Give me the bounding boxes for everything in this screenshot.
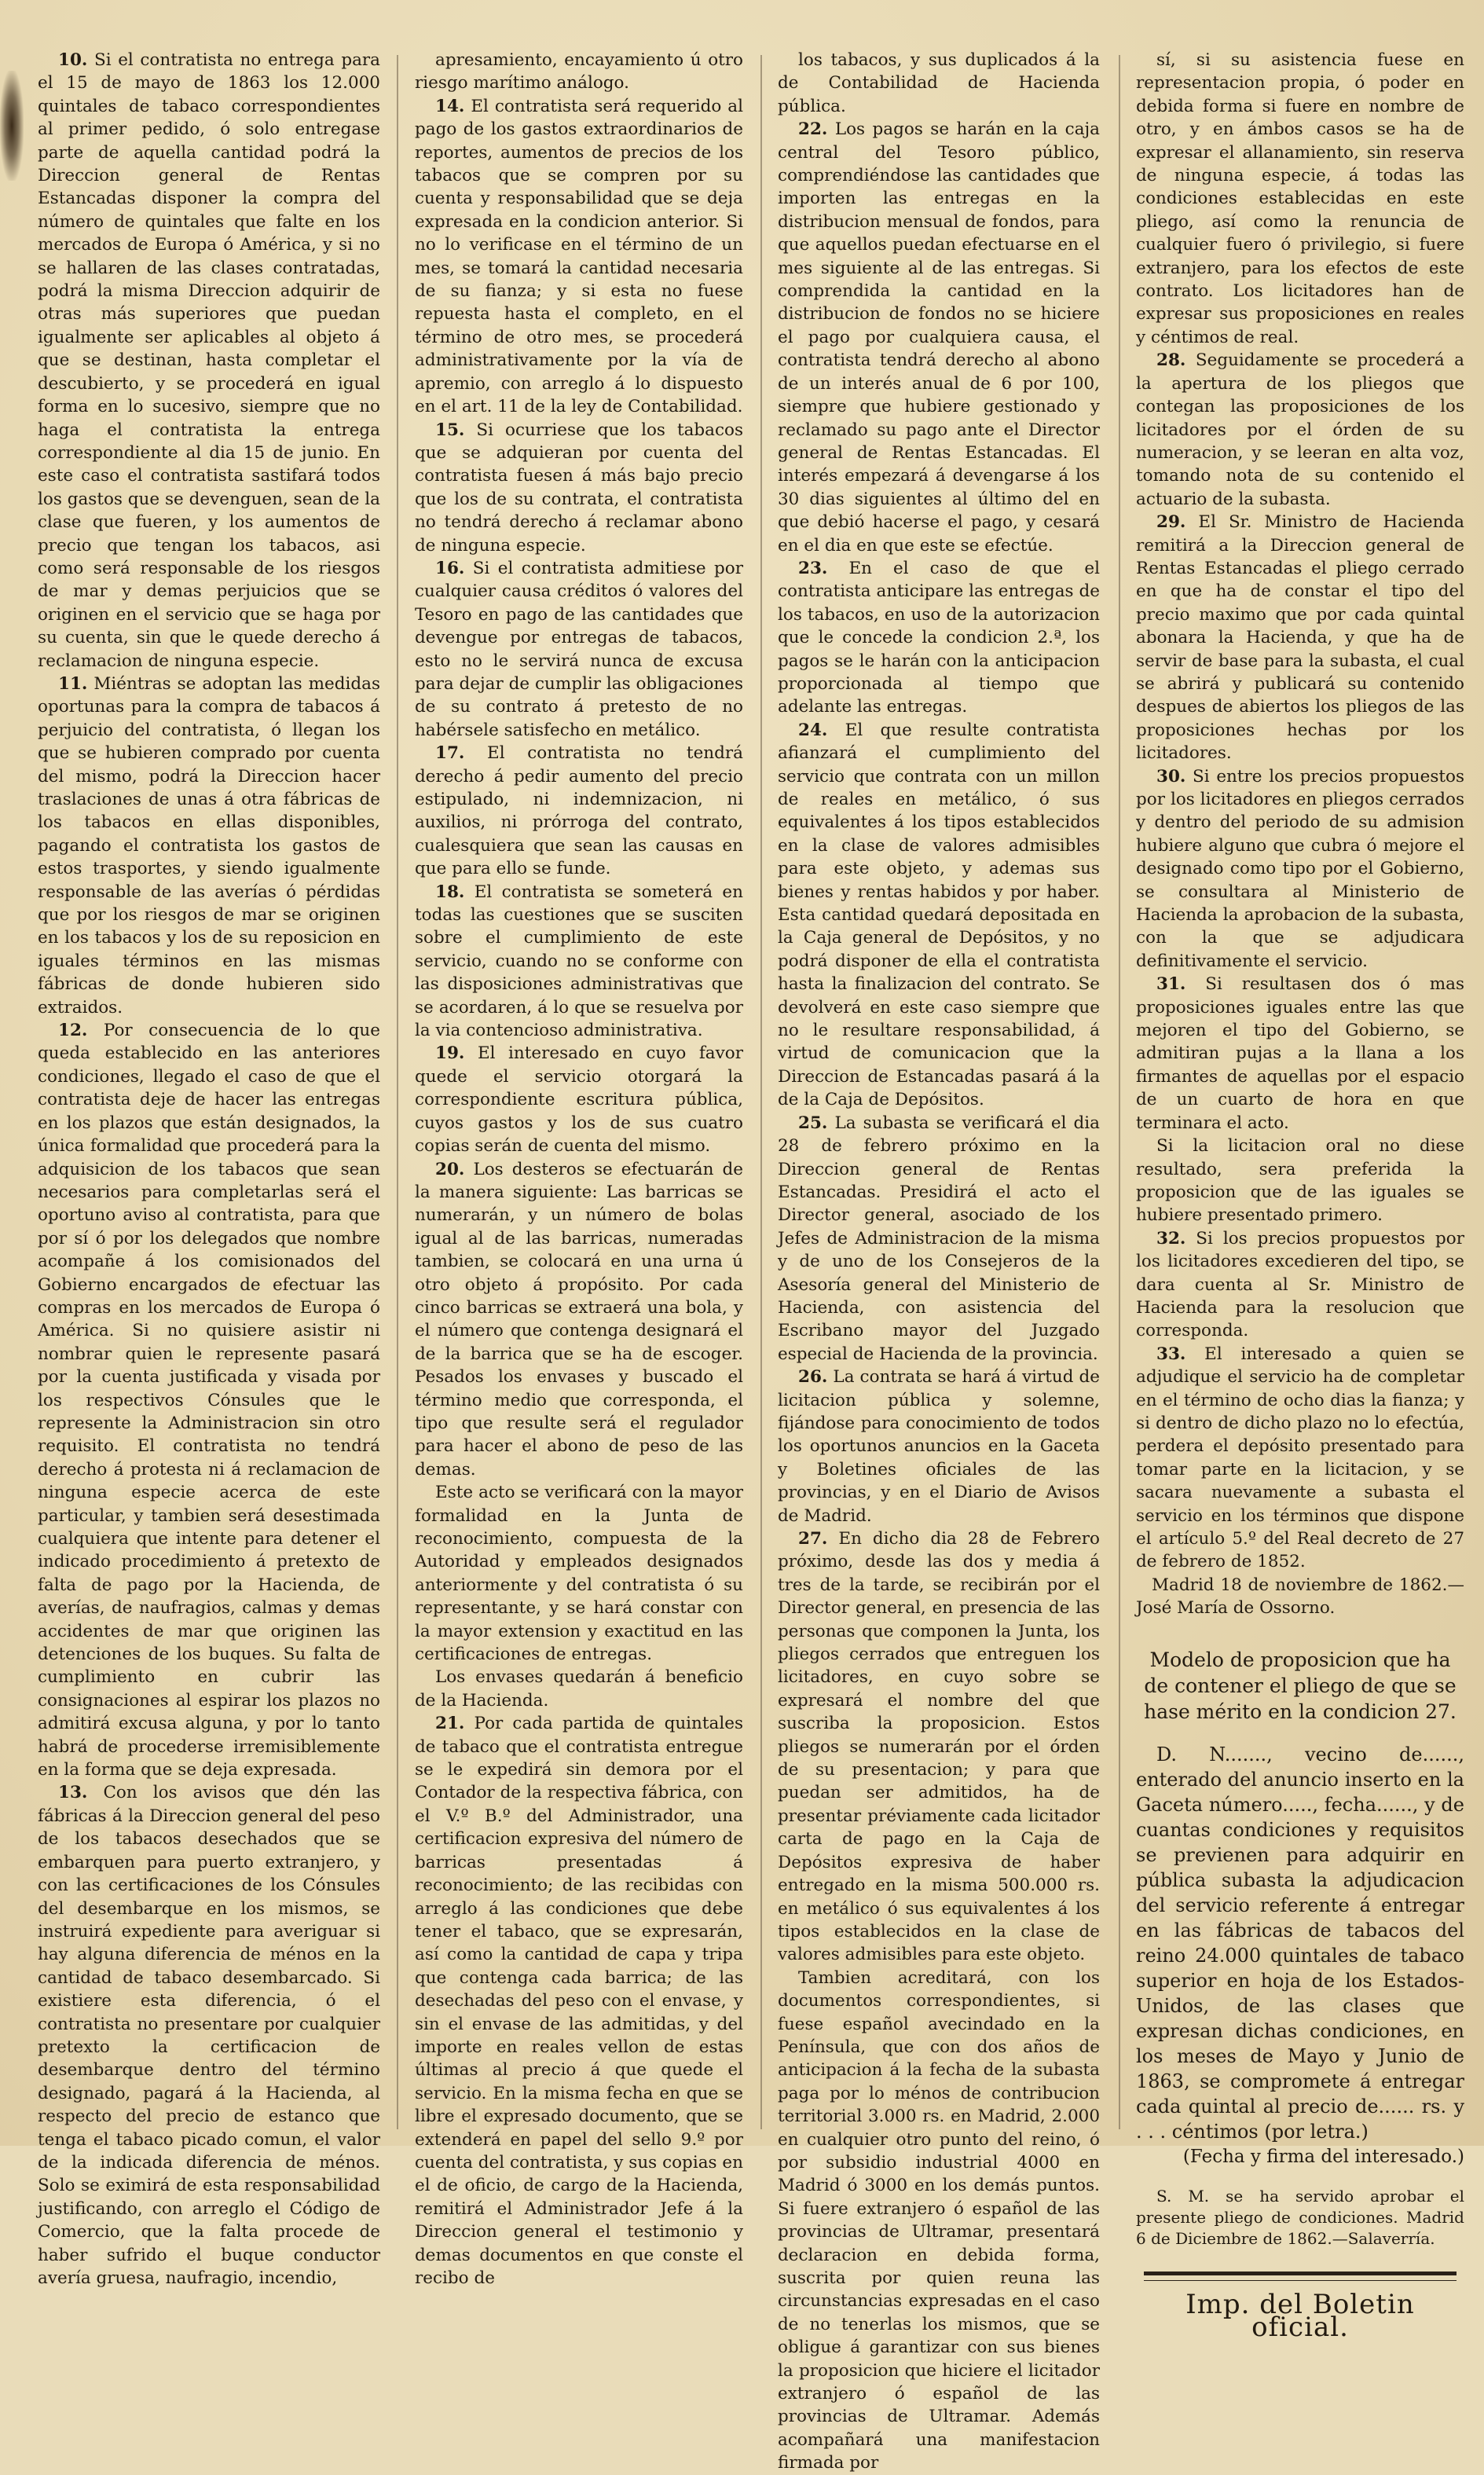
clause-paragraph	[778, 49, 1100, 118]
clause-text: Si el contratista no entrega para el 15 de mayo de 1863 los 12.000 quintales de tabaco correspondientes al primer pedido, ó solo entregase parte de aquella cantidad podrá la Direccion general de Rentas Estancadas disponer la compra del número de quintales que falte en los mercados de Europa ó América, y si no se hallaren de las clases contratadas, podrá la misma Direccion adquirir de otras más superiores que puedan igualmente ser aplicables al objeto á que se destinan, hasta completar el descubierto, y se procederá en igual forma en lo sucesivo, siempre que no haga el contratista la entrega correspondiente al dia 15 de junio. En este caso el contratista sastifará todos los gastos que se devenguen, sean de la clase que fueren, y los aumentos de precio que tengan los tabacos, asi como será responsable de los riesgos de mar y demas perjuicios que se originen en el servicio que se haga por su cuenta, sin que le quede derecho á reclamacion de ninguna especie.	[38, 50, 380, 671]
clause-paragraph	[38, 1781, 380, 2290]
clause-paragraph	[38, 49, 380, 673]
column-1	[38, 49, 380, 2288]
clause-number: 26.	[798, 1367, 828, 1388]
column-3	[778, 49, 1100, 2473]
clause-number: 19.	[435, 1043, 465, 1064]
clause-paragraph	[1136, 1343, 1464, 1574]
clause-paragraph	[1136, 511, 1464, 764]
clause-paragraph	[415, 742, 743, 880]
clause-paragraph	[415, 1158, 743, 1482]
column-2	[415, 49, 743, 2288]
clause-paragraph	[1136, 49, 1464, 349]
clause-paragraph	[415, 95, 743, 419]
clause-number: 21.	[435, 1714, 465, 1734]
clause-text: El interesado a quien se adjudique el servicio ha de completar en el término de ocho dias la fianza; y si dentro de dicho plazo no lo efectúa, perdera el depósito presentado para tomar parte en la licitacion, y se sacara nuevamente a subasta el servicio en los términos que dispone el artículo 5.º del Real decreto de 27 de febrero de 1852.	[1136, 1344, 1464, 1572]
column-rule	[760, 55, 762, 2129]
column-rule	[1119, 55, 1120, 2129]
clause-text: El contratista se someterá en todas las cuestiones que se susciten sobre el cumplimiento de este servicio, cuando no se conforme con las disposiciones administrativas que se acordaren, á lo que se resuelva por la via contencioso administrativa.	[415, 882, 743, 1041]
clause-paragraph	[1136, 349, 1464, 511]
clause-paragraph	[38, 1019, 380, 1781]
clause-text: Los pagos se harán en la caja central del Tesoro público, comprendiéndose las cantidades que importen las entregas en la distribucion mensual de fondos, para que aquellos puedan efectuarse en el mes siguiente al de las entregas. Si comprendida la cantidad en la distribucion de fondos no se hiciere el pago por cualquiera causa, el contratista tendrá derecho al abono de un interés anual de 6 por 100, siempre que hubiere gestionado y reclamado su pago ante el Director general de Rentas Estancadas. El interés empezará á devengarse á los 30 dias siguientes al último del en que debió hacerse el pago, y cesará en el dia en que este se efectúe.	[778, 119, 1100, 556]
model-body: D. N......., vecino de......, enterado del anuncio inserto en la Gaceta número....., fecha......, y de cuantas condiciones y requisitos se previenen para adquirir en pública subasta la adjudicacion del servicio referente á entregar en las fábricas de tabacos del reino 24.000 quintales de tabaco superior en hoja de los Estados-Unidos, de las clases que expresan dichas condiciones, en los meses de Mayo y Junio de 1863, se compromete á entregar cada quintal al precio de...... rs. y . . . céntimos (por letra.)	[1136, 1743, 1464, 2143]
clause-number: 12.	[58, 1021, 88, 1041]
clause-paragraph	[778, 118, 1100, 557]
clause-text: Si el contratista admitiese por cualquier causa créditos ó valores del Tesoro en pago de las cantidades que devengue por entregas de tabacos, esto no le servirá nunca de excusa para dejar de cumplir las obligaciones de su contrato á pretesto de no habérsele satisfecho en metálico.	[415, 558, 743, 740]
clause-paragraph	[1136, 1227, 1464, 1343]
model-title: Modelo de proposicion que ha de contener el pliego de que se hase mérito en la condicion 27.	[1144, 1648, 1457, 1723]
clause-text: Con los avisos que dén las fábricas á la Direccion general del peso de los tabacos desechados que se embarquen para puerto extranjero, y con las certificaciones de los Cónsules del desembarque en los mismos, se instruirá expediente para averiguar si hay alguna diferencia de ménos en la cantidad de tabaco desembarcado. Si existiere esta diferencia, ó el contratista no presentare por cualquier pretexto la certificacion de desembarque dentro del término designado, pagará á la Hacienda, al respecto del precio de estanco que tenga el tabaco picado comun, el valor de la indicada diferencia de ménos. Solo se eximirá de esta responsabilidad justificando, con arreglo el Código de Comercio, que la falta procede de haber sufrido el buque conductor avería gruesa, naufragio, incendio,	[38, 1783, 380, 2288]
clause-paragraph	[415, 49, 743, 95]
clause-text: Si los precios propuestos por los licitadores excedieren del tipo, se dara cuenta al Sr. Ministro de Hacienda para la resolucion que corresponda.	[1136, 1228, 1464, 1341]
clause-paragraph	[415, 557, 743, 742]
clause-number: 10.	[58, 50, 88, 70]
clause-text: En el caso de que el contratista anticipare las entregas de los tabacos, en uso de la autorizacion que le concede la condicion 2.ª, los pagos se le harán con la anticipacion proporcionada al tiempo que adelante las entregas.	[778, 558, 1100, 717]
clause-text: Si ocurriese que los tabacos que se adquieran por cuenta del contratista fuesen á más bajo precio que los de su contrata, el contratista no tendrá derecho á reclamar abono de ninguna especie.	[415, 420, 743, 556]
clause-paragraph	[415, 1712, 743, 2290]
clause-paragraph	[415, 1042, 743, 1157]
clause-text: Seguidamente se procederá a la apertura de los pliegos que contegan las proposiciones de los licitadores por el órden de su numeracion, y se leeran en alta voz, tomando nota de su contenido el actuario de la subasta.	[1136, 350, 1464, 509]
clause-number: 18.	[435, 882, 465, 902]
clause-text: El Sr. Ministro de Hacienda remitirá a la Direccion general de Rentas Estancadas el pliego cerrado en que ha de constar el tipo del precio maximo que por cada quintal abonara la Hacienda, y que ha de servir de base para la subasta, el cual se abrirá y publicará su contenido despues de abiertos los pliegos de las proposiciones hechas por los licitadores.	[1136, 512, 1464, 764]
clause-number: 31.	[1156, 974, 1186, 995]
clause-text: Por cada partida de quintales de tabaco que el contratista entregue se le expedirá sin demora por el Contador de la respectiva fábrica, con el V.º B.º del Administrador, una certificacion expresiva del número de barricas presentadas á reconocimiento; de las recibidas con arreglo á las condiciones que debe tener el tabaco, que se expresarán, así como la cantidad de capa y tripa que contenga cada barrica; de las desechadas del peso con el envase, y sin el envase de las admitidas, y del importe en reales vellon de estas últimas al precio á que quede el servicio. En la misma fecha en que se libre el expresado documento, que se extenderá en papel del sello 9.º por cuenta del contratista, y sus copias en el de oficio, de cargo de la Hacienda, remitirá el Administrador Jefe á la Direccion general el testimonio y demas documentos en que conste el recibo de	[415, 1714, 743, 2288]
model-footer: (Fecha y firma del interesado.)	[1182, 2146, 1464, 2167]
clause-paragraph	[1136, 765, 1464, 974]
clause-text: El interesado en cuyo favor quede el servicio otorgará la correspondiente escritura pública, cuyos gastos y los de sus cuatro copias serán de cuenta del mismo.	[415, 1043, 743, 1157]
clause-text: sí, si su asistencia fuese en representacion propia, ó poder en debida forma si fuere en nombre de otro, y en ámbos casos se ha de expresar el allanamiento, sin reserva de ninguna especie, á todas las condiciones establecidas en este pliego, así como la renuncia de cualquier fuero ó privilegio, si fuere extranjero, para los efectos de este contrato. Los licitadores han de expresar sus proposiciones en reales y céntimos de real.	[1136, 50, 1464, 347]
clause-text: Este acto se verificará con la mayor formalidad en la Junta de reconocimiento, compuesta de la Autoridad y empleados designados anteriormente y del contratista ó su representante, y se hará constar con la mayor extension y exactitud en las certificaciones de entregas.	[415, 1483, 743, 1665]
clause-text: Por consecuencia de lo que queda establecido en las anteriores condiciones, llegado el caso de que el contratista deje de hacer las entregas en los plazos que están designados, la única formalidad que procederá para la adquisicion de los tabacos que sean necesarios para completarlas será el oportuno aviso al contratista, para que por sí ó por los delegados que nombre acompañe á los comisionados del Gobierno encargados de efectuar las compras en los mercados de Europa ó América. Si no quisiere asistir ni nombrar quien le represente pasará por la cuenta justificada y visada por los respectivos Cónsules que le represente la Administracion sin otro requisito. El contratista no tendrá derecho á protesta ni á reclamacion de ninguna especie acerca de este particular, y tambien será desestimada cualquiera que intente para detener el indicado procedimiento á pretexto de falta de pago por la Hacienda, de averías, de naufragios, calmas y demas accidentes de mar que originen las detenciones de los buques. Su falta de cumplimiento en cubrir las consignaciones al espirar los plazos no admitirá excusa alguna, y por lo tanto habrá de procederse irremisiblemente en la forma que se deja expresada.	[38, 1021, 380, 1780]
clause-paragraph	[415, 1666, 743, 1712]
clause-number: 16.	[435, 558, 465, 578]
clause-text: Si entre los precios propuestos por los licitadores en pliegos cerrados y dentro del periodo de su admision hubiere alguno que cubra ó mejore el designado como tipo por el Gobierno, se consultara al Ministerio de Hacienda la aprobacion de la subasta, con la que se adjudicara definitivamente el servicio.	[1136, 766, 1464, 971]
clause-text: apresamiento, encayamiento ú otro riesgo marítimo análogo.	[415, 50, 743, 94]
signature: Madrid 18 de noviembre de 1862.—José María de Ossorno.	[1136, 1575, 1464, 1619]
clause-text: El contratista no tendrá derecho á pedir aumento del precio estipulado, ni indemnizacion, ni auxilios, ni prórroga del contrato, cualesquiera que sean las causas en que para ello se funde.	[415, 743, 743, 879]
clause-number: 22.	[798, 119, 828, 140]
clause-paragraph	[778, 1366, 1100, 1527]
clause-number: 14.	[435, 96, 465, 116]
clause-number: 30.	[1156, 766, 1186, 786]
clause-number: 29.	[1156, 512, 1186, 533]
clause-text: Si la licitacion oral no diese resultado, sera preferida la proposicion que de las iguales se hubiere presentado primero.	[1136, 1136, 1464, 1226]
clause-paragraph	[38, 673, 380, 1019]
clause-number: 23.	[798, 558, 828, 578]
clause-text: Los desteros se efectuarán de la manera siguiente: Las barricas se numerarán, y un número de bolas igual al de las barricas, numeradas tambien, se colocará en una urna ú otro objeto á propósito. Por cada cinco barricas se extraerá una bola, y el número que contenga designará el de la barrica que se ha de escoger. Pesados los envases y buscado el término medio que corresponda, el tipo que resulte será el regulador para hacer el abono de peso de las demas.	[415, 1159, 743, 1480]
divider	[1144, 2280, 1457, 2281]
clause-text: En dicho dia 28 de Febrero próximo, desde las dos y media á tres de la tarde, se recibirán por el Director general, en presencia de las personas que componen la Junta, los pliegos cerrados que entreguen los licitadores, en cuyo sobre se expresará el nombre del que suscriba la proposicion. Estos pliegos se numerarán por el órden de su presentacion; y para que puedan ser admitidos, ha de presentar préviamente cada licitador carta de pago en la Caja de Depósitos expresiva de haber entregado en la misma 500.000 rs. en metálico ó sus equivalentes á los tipos establecidos en la clase de valores admisibles para este objeto.	[778, 1529, 1100, 1965]
column-rule	[397, 55, 398, 2129]
clause-number: 15.	[435, 420, 465, 440]
divider	[1144, 2272, 1457, 2275]
clause-paragraph	[1136, 973, 1464, 1135]
clause-number: 17.	[435, 743, 465, 764]
clause-number: 20.	[435, 1159, 465, 1179]
clause-paragraph	[778, 1527, 1100, 1967]
clause-paragraph	[778, 557, 1100, 719]
clause-number: 32.	[1156, 1228, 1186, 1248]
clause-paragraph	[778, 1967, 1100, 2475]
clause-paragraph	[1136, 1135, 1464, 1227]
clause-number: 24.	[798, 720, 828, 740]
clause-number: 13.	[58, 1783, 88, 1803]
column-4	[1136, 49, 1464, 2344]
clause-text: La contrata se hará á virtud de licitacion pública y solemne, fijándose para conocimiento de todos los oportunos anuncios en la Gaceta y Boletines oficiales de las provincias, y en el Diario de Avisos de Madrid.	[778, 1367, 1100, 1526]
clause-text: Tambien acreditará, con los documentos correspondientes, si fuese español avecindado en la Península, que con dos años de anticipacion á la fecha de la subasta paga por lo ménos de contribucion territorial 3.000 rs. en Madrid, 2.000 en cualquier otro punto del reino, ó por subsidio industrial 4000 en Madrid ó 3000 en los demás puntos. Si fuere extranjero ó español de las provincias de Ultramar, presentará declaracion en debida forma, suscrita por quien reuna las circunstancias expresadas en el caso de no tenerlas los mismos, que se obligue á garantizar con sus bienes la proposicion que hiciere el licitador extranjero ó español de las provincias de Ultramar. Además acompañará una manifestacion firmada por	[778, 1967, 1100, 2473]
clause-number: 27.	[798, 1529, 828, 1549]
clause-text: los tabacos, y sus duplicados á la de Contabilidad de Hacienda pública.	[778, 50, 1100, 116]
clause-number: 33.	[1156, 1344, 1186, 1364]
approval-note: S. M. se ha servido aprobar el presente pliego de condiciones. Madrid 6 de Diciembre de 1862.—Salaverría.	[1136, 2187, 1464, 2249]
clause-text: Los envases quedarán á beneficio de la Hacienda.	[415, 1667, 743, 1710]
column-4-clauses	[1136, 49, 1464, 1574]
clause-number: 11.	[58, 673, 88, 694]
clause-paragraph	[778, 1112, 1100, 1366]
clause-paragraph	[778, 719, 1100, 1112]
clause-paragraph	[415, 419, 743, 557]
clause-text: El que resulte contratista afianzará el cumplimiento del servicio que contrata con un millon de reales en metálico, ó sus equivalentes á los tipos establecidos en la clase de valores admisibles para este objeto, y ademas sus bienes y rentas habidos y por haber. Esta cantidad quedará depositada en la Caja general de Depósitos, y no podrá disponer de ella el contratista hasta la finalizacion del contrato. Se devolverá en este caso siempre que no le resultare responsabilidad, á virtud de comunicacion que la Direccion de Estancadas pasará á la de la Caja de Depósitos.	[778, 720, 1100, 1110]
imprint: Imp. del Boletin oficial.	[1185, 2289, 1415, 2344]
clause-text: La subasta se verificará el dia 28 de febrero próximo en la Direccion general de Rentas Estancadas. Presidirá el acto el Director general, asociado de los Jefes de Administracion de la misma y de uno de los Consejeros de la Asesoría general del Ministerio de Hacienda, con asistencia del Escribano mayor del Juzgado especial de Hacienda de la provincia.	[778, 1113, 1100, 1364]
clause-number: 28.	[1156, 350, 1186, 371]
clause-paragraph	[415, 881, 743, 1043]
clause-text: Miéntras se adoptan las medidas oportunas para la compra de tabacos á perjuicio del contratista, ó llegan los que se hubieren comprado por cuenta del mismo, podrá la Direccion hacer traslaciones de unas á otra fábricas de los tabacos en ellas disponibles, pagando el contratista los gastos de estos trasportes, y siendo igualmente responsable de las averías ó pérdidas que por los riesgos de mar se originen en los tabacos y los de su reposicion en iguales términos en las mismas fábricas de donde hubieren sido extraidos.	[38, 673, 380, 1018]
clause-paragraph	[415, 1481, 743, 1666]
clause-text: Si resultasen dos ó mas proposiciones iguales entre las que mejoren el tipo del Gobierno, se admitiran pujas a la llana a los firmantes de aquellas por el espacio de un cuarto de hora en que terminara el acto.	[1136, 974, 1464, 1133]
clause-number: 25.	[798, 1113, 828, 1133]
clause-text: El contratista será requerido al pago de los gastos extraordinarios de reportes, aumentos de precios de los tabacos que se compren por su cuenta y responsabilidad que se deja expresada en la condicion anterior. Si no lo verificase en el término de un mes, se tomará la cantidad necesaria de su fianza; y si esta no fuese repuesta hasta el completo, en el término de otro mes, se procederá administrativamente por la vía de apremio, con arreglo á lo dispuesto en el art. 11 de la ley de Contabilidad.	[415, 96, 743, 417]
ink-stain	[0, 71, 24, 181]
